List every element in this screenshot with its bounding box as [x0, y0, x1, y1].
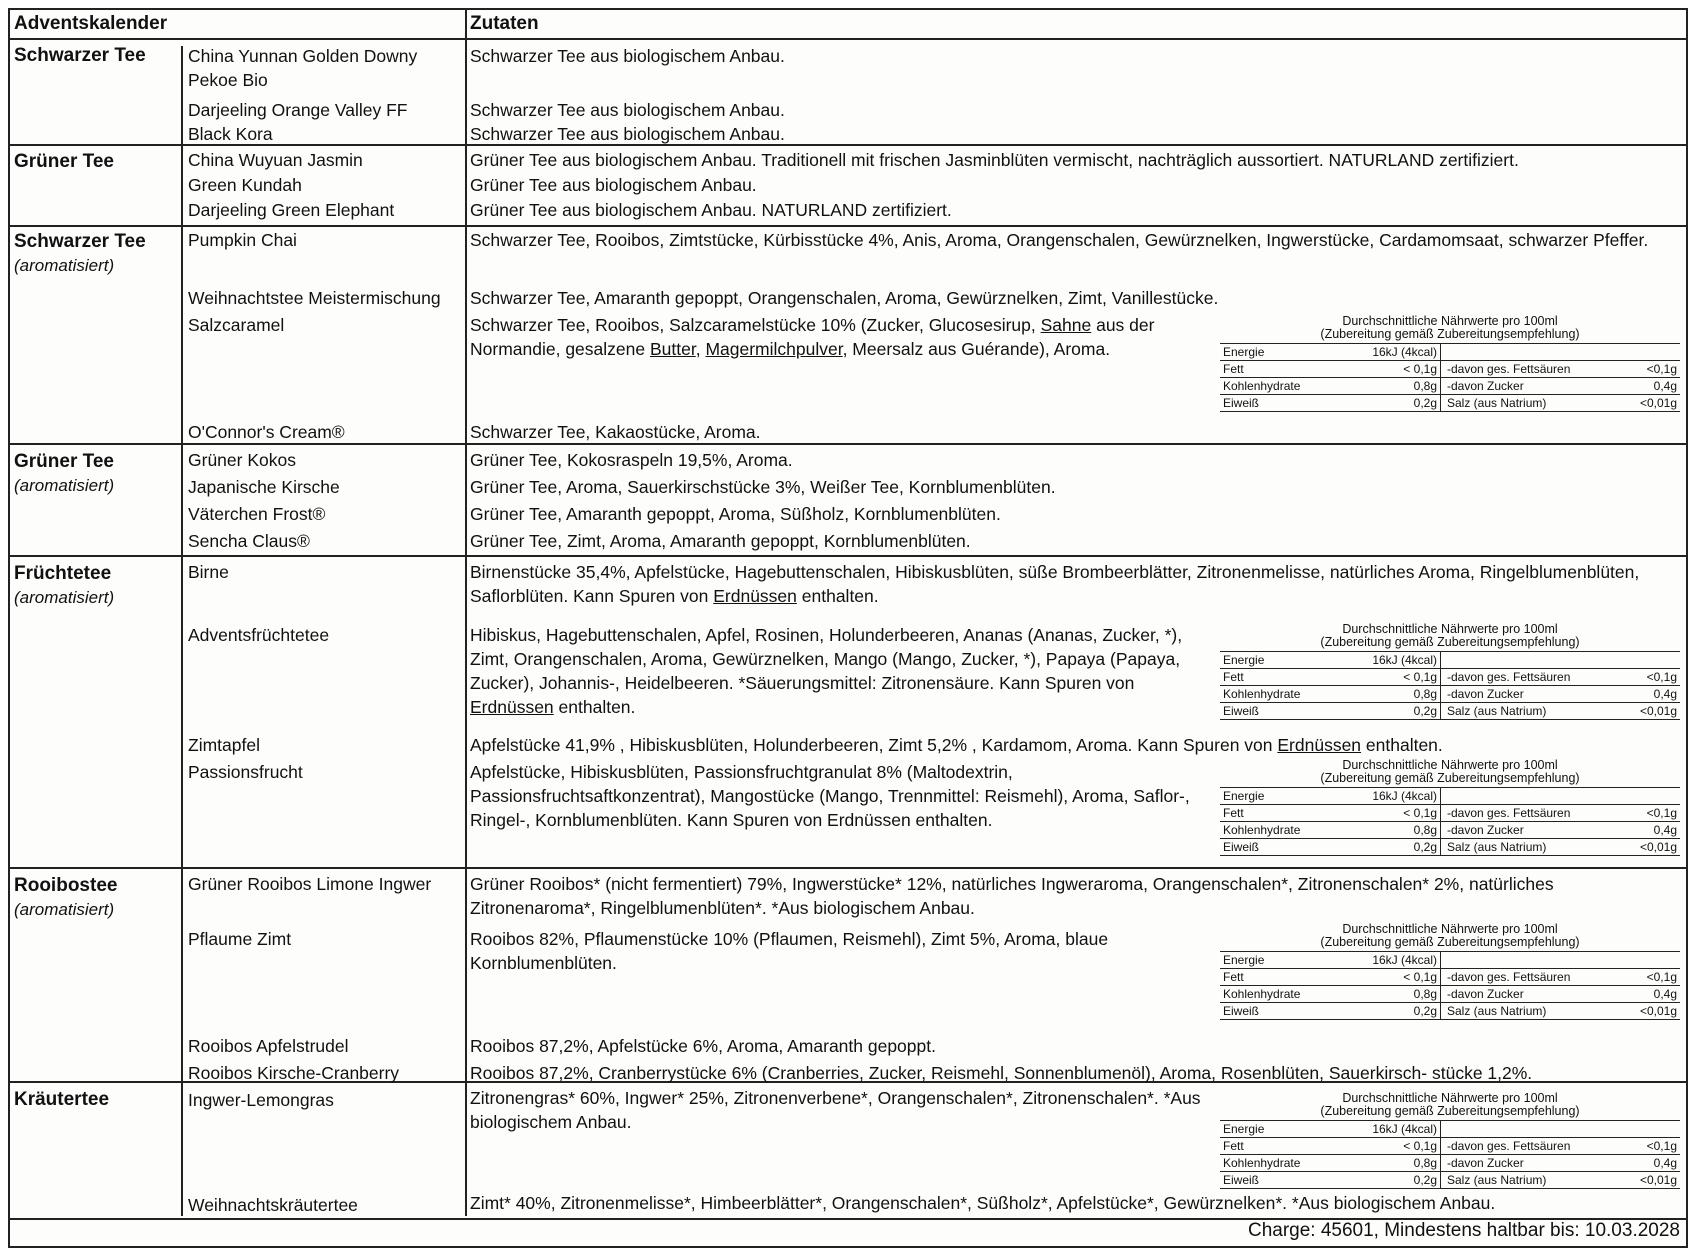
- product-name: China Yunnan Golden Downy Pekoe Bio: [188, 46, 418, 90]
- product-name: Birne: [188, 562, 229, 582]
- nutrition-caption: (Zubereitung gemäß Zubereitungsempfehlung): [1320, 1104, 1580, 1118]
- category-title: Grüner Tee: [14, 151, 114, 172]
- nutrition-table: Durchschnittliche Nährwerte pro 100ml (Zubereitung gemäß Zubereitungsempfehlung) Energie 16kJ (4kcal) Fett < 0,1g -davon ges. Fettsäuren <0,1g Kohlenhydrate 0,8g -davon Zucker 0,4g Eiweiß 0,2g Salz (aus Natrium) <0,01g: [1220, 623, 1680, 720]
- category-subtitle: (aromatisiert): [14, 588, 115, 607]
- section-divider: [10, 555, 1686, 557]
- product-name: Pumpkin Chai: [188, 230, 297, 250]
- category-subtitle: (aromatisiert): [14, 476, 115, 495]
- product-name: Weihnachtstee Meistermischung: [188, 288, 441, 308]
- ingredients: Grüner Tee aus biologischem Anbau. NATURLAND zertifiziert.: [470, 200, 952, 220]
- product-name: China Wuyuan Jasmin: [188, 150, 363, 170]
- ingredients: Schwarzer Tee, Amaranth gepoppt, Orangenschalen, Aroma, Gewürznelken, Zimt, Vanillestücke.: [470, 288, 1219, 308]
- ingredients: Grüner Tee, Amaranth gepoppt, Aroma, Süßholz, Kornblumenblüten.: [470, 504, 1001, 524]
- product-name: Weihnachtskräutertee: [188, 1195, 358, 1215]
- nutrition-caption: Durchschnittliche Nährwerte pro 100ml: [1342, 758, 1558, 772]
- header-zutaten: Zutaten: [470, 13, 539, 34]
- product-name: Japanische Kirsche: [188, 477, 340, 497]
- ingredients: Grüner Tee, Zimt, Aroma, Amaranth gepoppt, Kornblumenblüten.: [470, 531, 971, 551]
- ingredients: Schwarzer Tee, Kakaostücke, Aroma.: [470, 422, 761, 442]
- ingredients: Birnenstücke 35,4%, Apfelstücke, Hagebuttenschalen, Hibiskusblüten, süße Brombeerblätter, Zitronenmelisse, natürliches Aroma, Ringelblumenblüten, Saflorblüten. Kann Spuren von Erdnüssen enthalten.: [470, 562, 1640, 606]
- product-name: Grüner Rooibos Limone Ingwer: [188, 874, 432, 894]
- product-name: Ingwer-Lemongras: [188, 1090, 334, 1110]
- column-divider-1: [181, 46, 183, 1216]
- ingredients: Schwarzer Tee aus biologischem Anbau.: [470, 100, 785, 120]
- ingredients: Schwarzer Tee, Rooibos, Salzcaramelstücke 10% (Zucker, Glucosesirup, Sahne aus der Normandie, gesalzene Butter, Magermilchpulver, Meersalz aus Guérande), Aroma.: [470, 315, 1155, 359]
- ingredients: Grüner Tee aus biologischem Anbau. Traditionell mit frischen Jasminblüten vermischt, nachträglich aussortiert. NATURLAND zertifiziert.: [470, 150, 1519, 170]
- ingredients: Hibiskus, Hagebuttenschalen, Apfel, Rosinen, Holunderbeeren, Ananas (Ananas, Zucker, *), Zimt, Orangenschalen, Aroma, Gewürznelken, Mango (Mango, Zucker, *), Papaya (Papaya, Zucker), Johannis-, Heidelbeeren. *Säuerungsmittel: Zitronensäure. Kann Spuren von Erdnüssen enthalten.: [470, 625, 1183, 717]
- ingredient-sheet: [8, 8, 1688, 1248]
- column-divider-2: [465, 10, 467, 1216]
- section-divider: [10, 225, 1686, 227]
- product-name: Darjeeling Orange Valley FF: [188, 100, 408, 120]
- product-name: Darjeeling Green Elephant: [188, 200, 395, 220]
- charge-info: Charge: 45601, Mindestens haltbar bis: 10.03.2028: [1247, 1220, 1680, 1241]
- category-subtitle: (aromatisiert): [14, 900, 115, 919]
- category-title: Grüner Tee (aromatisiert): [14, 450, 182, 498]
- product-name: Rooibos Apfelstrudel: [188, 1036, 349, 1056]
- category-title: Schwarzer Tee (aromatisiert): [14, 230, 182, 278]
- ingredients: Schwarzer Tee aus biologischem Anbau.: [470, 46, 785, 66]
- ingredients: Apfelstücke 41,9% , Hibiskusblüten, Holunderbeeren, Zimt 5,2% , Kardamom, Aroma. Kann Spuren von Erdnüssen enthalten.: [470, 735, 1443, 755]
- nutrition-caption: (Zubereitung gemäß Zubereitungsempfehlung): [1320, 327, 1580, 341]
- product-name: Väterchen Frost®: [188, 504, 326, 524]
- nutrition-caption: Durchschnittliche Nährwerte pro 100ml: [1342, 622, 1558, 636]
- product-name: Rooibos Kirsche-Cranberry: [188, 1063, 400, 1083]
- ingredients: Zimt* 40%, Zitronenmelisse*, Himbeerblätter*, Orangenschalen*, Süßholz*, Apfelstücke*, Gewürznelken*. *Aus biologischem Anbau.: [470, 1193, 1496, 1213]
- ingredients: Rooibos 87,2%, Cranberrystücke 6% (Cranberries, Zucker, Reismehl, Sonnenblumenöl), Aroma, Rosenblüten, Sauerkirsch- stücke 1,2%.: [470, 1063, 1533, 1083]
- product-name: Green Kundah: [188, 175, 302, 195]
- ingredients: Grüner Rooibos* (nicht fermentiert) 79%, Ingwerstücke* 12%, natürliches Ingweraroma, Orangenschalen*, Zitronenschalen* 2%, natürliches Zitronenaroma*, Ringelblumenblüten*. *Aus biologischem Anbau.: [470, 874, 1554, 918]
- nutrition-table: Durchschnittliche Nährwerte pro 100ml (Zubereitung gemäß Zubereitungsempfehlung) Energie 16kJ (4kcal) Fett < 0,1g -davon ges. Fettsäuren <0,1g Kohlenhydrate 0,8g -davon Zucker 0,4g Eiweiß 0,2g Salz (aus Natrium) <0,01g: [1220, 923, 1680, 1020]
- ingredients: Grüner Tee, Kokosraspeln 19,5%, Aroma.: [470, 450, 793, 470]
- ingredients: Grüner Tee aus biologischem Anbau.: [470, 175, 757, 195]
- nutrition-caption: (Zubereitung gemäß Zubereitungsempfehlung): [1320, 635, 1580, 649]
- product-name: Salzcaramel: [188, 315, 285, 335]
- ingredients: Rooibos 82%, Pflaumenstücke 10% (Pflaumen, Reismehl), Zimt 5%, Aroma, blaue Kornblumenblüten.: [470, 929, 1109, 973]
- product-name: Pflaume Zimt: [188, 929, 292, 949]
- nutrition-table: Durchschnittliche Nährwerte pro 100ml (Zubereitung gemäß Zubereitungsempfehlung) Energie 16kJ (4kcal) Fett < 0,1g -davon ges. Fettsäuren <0,1g Kohlenhydrate 0,8g -davon Zucker 0,4g Eiweiß 0,2g Salz (aus Natrium) <0,01g: [1220, 315, 1680, 412]
- ingredients: Schwarzer Tee aus biologischem Anbau.: [470, 124, 785, 144]
- product-name: Passionsfrucht: [188, 762, 303, 782]
- product-name: Zimtapfel: [188, 735, 260, 755]
- header-adventskalender: Adventskalender: [14, 13, 168, 34]
- ingredients: Apfelstücke, Hibiskusblüten, Passionsfruchtgranulat 8% (Maltodextrin, Passionsfruchtsaftkonzentrat), Mangostücke (Mango, Trennmittel: Reismehl), Aroma, Saflor-, Ringel-, Kornblumenblüten. Kann Spuren von Erdnüssen enthalten.: [470, 762, 1190, 830]
- product-name: Sencha Claus®: [188, 531, 310, 551]
- nutrition-caption: Durchschnittliche Nährwerte pro 100ml: [1342, 1091, 1558, 1105]
- product-name: Grüner Kokos: [188, 450, 296, 470]
- category-title: Früchtetee (aromatisiert): [14, 562, 182, 610]
- ingredients: Zitronengras* 60%, Ingwer* 25%, Zitronenverbene*, Orangenschalen*, Zitronenschalen*. *Aus biologischem Anbau.: [470, 1088, 1201, 1132]
- nutrition-caption: Durchschnittliche Nährwerte pro 100ml: [1342, 314, 1558, 328]
- category-subtitle: (aromatisiert): [14, 256, 115, 275]
- section-divider: [10, 867, 1686, 869]
- ingredients: Grüner Tee, Aroma, Sauerkirschstücke 3%, Weißer Tee, Kornblumenblüten.: [470, 477, 1056, 497]
- ingredients: Rooibos 87,2%, Apfelstücke 6%, Aroma, Amaranth gepoppt.: [470, 1036, 936, 1056]
- category-title: Rooibostee (aromatisiert): [14, 874, 182, 922]
- nutrition-table: Durchschnittliche Nährwerte pro 100ml (Zubereitung gemäß Zubereitungsempfehlung) Energie 16kJ (4kcal) Fett < 0,1g -davon ges. Fettsäuren <0,1g Kohlenhydrate 0,8g -davon Zucker 0,4g Eiweiß 0,2g Salz (aus Natrium) <0,01g: [1220, 1092, 1680, 1189]
- nutrition-caption: (Zubereitung gemäß Zubereitungsempfehlung): [1320, 935, 1580, 949]
- nutrition-caption: (Zubereitung gemäß Zubereitungsempfehlung): [1320, 771, 1580, 785]
- nutrition-table: Durchschnittliche Nährwerte pro 100ml (Zubereitung gemäß Zubereitungsempfehlung) Energie 16kJ (4kcal) Fett < 0,1g -davon ges. Fettsäuren <0,1g Kohlenhydrate 0,8g -davon Zucker 0,4g Eiweiß 0,2g Salz (aus Natrium) <0,01g: [1220, 759, 1680, 856]
- category-title: Schwarzer Tee: [14, 45, 146, 66]
- product-name: Black Kora: [188, 124, 273, 144]
- ingredients: Schwarzer Tee, Rooibos, Zimtstücke, Kürbisstücke 4%, Anis, Aroma, Orangenschalen, Gewürznelken, Ingwerstücke, Cardamomsaat, schwarzer Pfeffer.: [470, 230, 1649, 250]
- nutrition-caption: Durchschnittliche Nährwerte pro 100ml: [1342, 922, 1558, 936]
- product-name: O'Connor's Cream®: [188, 422, 345, 442]
- category-title: Kräutertee: [14, 1089, 110, 1110]
- header-divider: [10, 38, 1686, 40]
- product-name: Adventsfrüchtetee: [188, 625, 330, 645]
